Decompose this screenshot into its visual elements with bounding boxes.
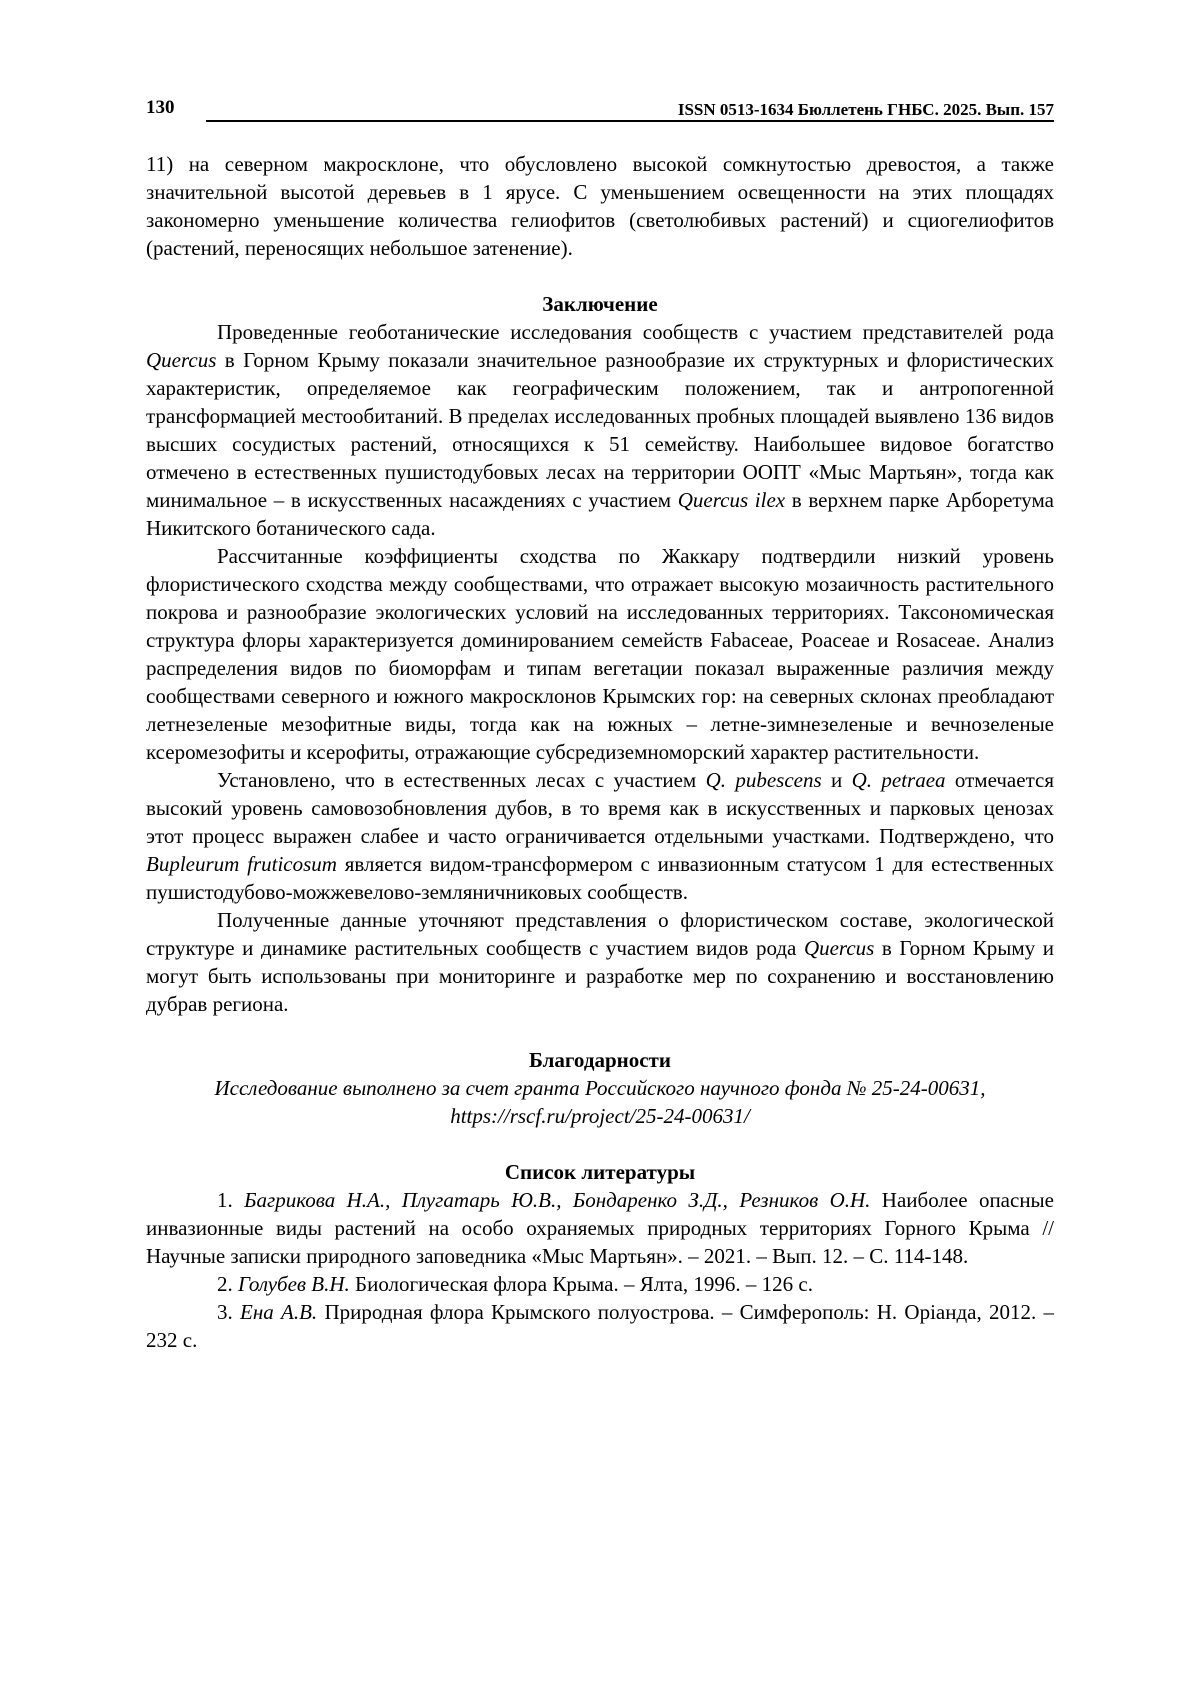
reference-item: 1. Багрикова Н.А., Плугатарь Ю.В., Бондаренко З.Д., Резников О.Н. Наиболее опасные инвазионные виды растений на особо охраняемых природных территориях Горного Крыма // Научные записки природного заповедника «Мыс Мартьян». – 2021. – Вып. 12. – С. 114-148. <box>146 1188 1054 1268</box>
running-header <box>146 96 1054 124</box>
species-name: Q. pubescens <box>705 768 822 792</box>
genus-name: Quercus <box>803 936 875 960</box>
header-rule <box>206 120 1054 122</box>
conclusion-paragraph-3: Установлено, что в естественных лесах с участием Q. pubescens и Q. petraea отмечается высокий уровень самовозобновления дубов, в то время как в искусственных и парковых ценозах этот процесс выражен слабее и часто ограничивается отдельными участками. Подтверждено, что Bupleurum fruticosum является видом-трансформером с инвазионным статусом 1 для естественных пушистодубово-можжевелово-земляничниковых сообществ. <box>146 768 1055 904</box>
conclusion-paragraph-1: Проведенные геоботанические исследования сообществ с участием представителей рода Quercus в Горном Крыму показали значительное разнообразие их структурных и флористических характеристик, определяемое как географическим положением, так и антропогенной трансформацией местообитаний. В пределах исследованных пробных площадей выявлено 136 видов высших сосудистых растений, относящихся к 51 семейству. Наибольшее видовое богатство отмечено в естественных пушистодубовых лесах на территории ООПТ «Мыс Мартьян», тогда как минимальное – в искусственных насаждениях с участием Quercus ilex в верхнем парке Арборетума Никитского ботанического сада. <box>146 320 1054 540</box>
journal-citation: ISSN 0513-1634 Бюллетень ГНБС. 2025. Вып. 157 <box>677 100 1054 119</box>
species-name: Q. petraea <box>851 768 946 792</box>
reference-authors: Ена А.В. <box>240 1300 318 1324</box>
species-name: Bupleurum fruticosum <box>146 852 337 876</box>
conclusion-heading: Заключение <box>542 292 658 316</box>
page-number: 130 <box>146 97 175 118</box>
acknowledgements-text <box>146 1074 1054 1130</box>
conclusion-paragraph-4: Полученные данные уточняют представления о флористическом составе, экологической структуре и динамике растительных сообществ с участием видов рода Quercus в Горном Крыму и могут быть использованы при мониторинге и разработке мер по сохранению и восстановлению дубрав региона. <box>146 908 1055 1016</box>
reference-item: 3. Ена А.В. Природная флора Крымского полуострова. – Симферополь: Н. Оріанда, 2012. – 232 с. <box>146 1300 1055 1352</box>
page-body <box>146 150 1054 1354</box>
species-name: Quercus ilex <box>677 488 786 512</box>
grant-url: https://rscf.ru/project/25-24-00631/ <box>450 1104 750 1128</box>
reference-item: 2. Голубев В.Н. Биологическая флора Крыма. – Ялта, 1996. – 126 с. <box>217 1272 814 1296</box>
acknowledgements-heading: Благодарности <box>529 1048 671 1072</box>
grant-statement: Исследование выполнено за счет гранта Российского научного фонда № 25-24-00631, <box>214 1076 986 1100</box>
references-heading: Список литературы <box>504 1160 696 1184</box>
genus-name: Quercus <box>146 348 217 372</box>
reference-authors: Багрикова Н.А., Плугатарь Ю.В., Бондаренко З.Д., Резников О.Н. <box>244 1188 871 1212</box>
reference-authors: Голубев В.Н. <box>238 1272 350 1296</box>
conclusion-paragraph-2: Рассчитанные коэффициенты сходства по Жаккару подтвердили низкий уровень флористического сходства между сообществами, что отражает высокую мозаичность растительного покрова и разнообразие экологических условий на исследованных территориях. Таксономическая структура флоры характеризуется доминированием семейств Fabaceae, Poaceae и Rosaceae. Анализ распределения видов по биоморфам и типам вегетации показал выраженные различия между сообществами северного и южного макросклонов Крымских гор: на северных склонах преобладают летнезеленые мезофитные виды, тогда как на южных – летне-зимнезеленые и вечнозеленые ксеромезофиты и ксерофиты, отражающие субсредиземноморский характер растительности. <box>146 544 1054 764</box>
intro-continuation-paragraph: 11) на северном макросклоне, что обусловлено высокой сомкнутостью древостоя, а также значительной высотой деревьев в 1 ярусе. С уменьшением освещенности на этих площадях закономерно уменьшение количества гелиофитов (светолюбивых растений) и сциогелиофитов (растений, переносящих небольшое затенение). <box>146 152 1054 260</box>
